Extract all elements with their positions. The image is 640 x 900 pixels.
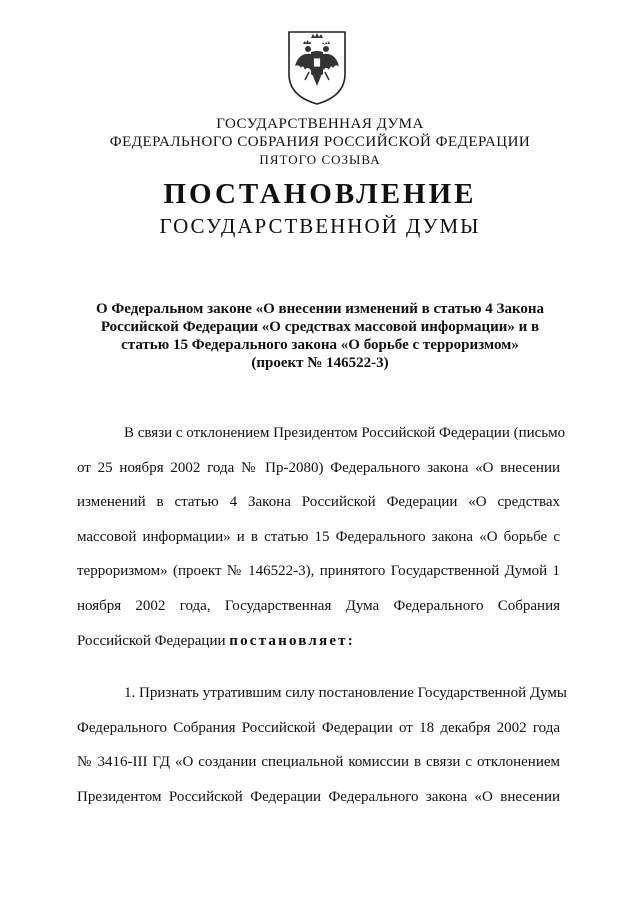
- coat-of-arms-icon: [285, 24, 349, 106]
- org-line-2: ФЕДЕРАЛЬНОГО СОБРАНИЯ РОССИЙСКОЙ ФЕДЕРАЦИИ: [109, 134, 531, 150]
- text-line: Президентом Российской Федерации Федерального закона «О внесении: [77, 788, 560, 805]
- text-line: ноября 2002 года, Государственная Дума Федерального Собрания: [77, 597, 560, 614]
- text-line: терроризмом» (проект № 146522-3), принятого Государственной Думой 1: [77, 563, 560, 580]
- paragraph-item-1: [77, 676, 567, 814]
- subject-line: (проект № 146522-3): [251, 355, 389, 371]
- subject-line: Российской Федерации «О средствах массовой информации» и в: [100, 319, 540, 335]
- document-issuer: ГОСУДАРСТВЕННОЙ ДУМЫ: [159, 214, 481, 238]
- text-line: № 3416-III ГД «О создании специальной комиссии в связи с отклонением: [77, 754, 560, 771]
- text-line: В связи с отклонением Президентом Российской Федерации (письмо: [124, 425, 566, 441]
- paragraph-preamble: [77, 416, 566, 658]
- text-line: изменений в статью 4 Закона Российской Федерации «О средствах: [77, 494, 560, 511]
- resolution-text: Российской Федерации: [77, 632, 226, 649]
- document-type-title: ПОСТАНОВЛЕНИЕ: [163, 178, 477, 210]
- text-line: 1. Признать утратившим силу постановление Государственной Думы: [124, 685, 567, 701]
- subject-line: О Федеральном законе «О внесении изменений в статью 4 Закона: [95, 301, 545, 317]
- text-line: от 25 ноября 2002 года № Пр-2080) Федерального закона «О внесении: [77, 459, 560, 476]
- document-subject: [80, 300, 560, 372]
- text-line-final: [77, 624, 560, 659]
- org-line-3: ПЯТОГО СОЗЫВА: [259, 152, 381, 167]
- text-line: Федерального Собрания Российской Федерации от 18 декабря 2002 года: [77, 719, 560, 736]
- resolves-keyword: постановляет:: [229, 632, 355, 649]
- text-line: массовой информации» и в статью 15 Федерального закона «О борьбе с: [77, 528, 560, 545]
- org-line-1: ГОСУДАРСТВЕННАЯ ДУМА: [216, 116, 424, 132]
- subject-line: статью 15 Федерального закона «О борьбе с терроризмом»: [121, 337, 519, 353]
